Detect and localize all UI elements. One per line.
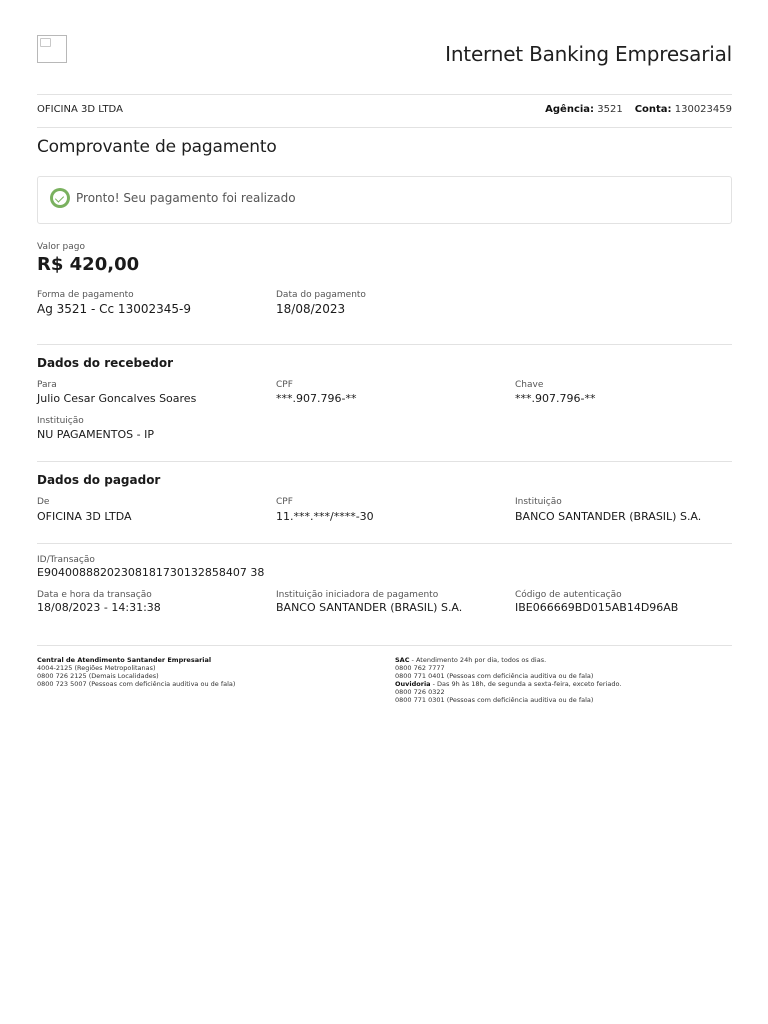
data-pagamento-value: 18/08/2023 [276, 302, 346, 316]
footer-central [37, 656, 235, 688]
success-alert [37, 176, 732, 224]
forma-pagamento-value: Ag 3521 - Cc 13002345-9 [37, 302, 191, 316]
divider [37, 645, 732, 646]
id-transacao-label: ID/Transação [37, 555, 95, 565]
sac-label: SAC [395, 656, 410, 664]
bank-logo-image [37, 35, 67, 63]
ouvidoria-desc: - Das 9h às 18h, de segunda a sexta-feira, exceto feriado. [430, 680, 622, 688]
success-message: Pronto! Seu pagamento foi realizado [76, 191, 296, 205]
valor-pago-value: R$ 420,00 [37, 254, 140, 275]
recebedor-instituicao-value: NU PAGAMENTOS - IP [37, 428, 154, 441]
account-info [545, 104, 732, 115]
iniciadora-label: Instituição iniciadora de pagamento [276, 590, 439, 600]
autenticacao-label: Código de autenticação [515, 590, 622, 600]
divider [37, 344, 732, 345]
app-title: Internet Banking Empresarial [445, 42, 732, 66]
de-value: OFICINA 3D LTDA [37, 510, 132, 523]
company-name: OFICINA 3D LTDA [37, 104, 123, 115]
divider [37, 461, 732, 462]
chave-label: Chave [515, 380, 544, 390]
forma-pagamento-label: Forma de pagamento [37, 290, 134, 300]
conta-label: Conta: [634, 104, 672, 115]
para-value: Julio Cesar Goncalves Soares [37, 392, 197, 405]
sac-phone-2: 0800 771 0401 (Pessoas com deficiência auditiva ou de fala) [395, 672, 594, 680]
pagador-cpf-label: CPF [276, 497, 293, 507]
pagador-cpf-value: 11.***.***/****-30 [276, 510, 374, 523]
page-title: Comprovante de pagamento [37, 137, 277, 157]
recebedor-instituicao-label: Instituição [37, 416, 84, 426]
central-title: Central de Atendimento Santander Empresarial [37, 656, 212, 664]
central-phone-3: 0800 723 5007 (Pessoas com deficiência auditiva ou de fala) [37, 680, 236, 688]
recebedor-section-title: Dados do recebedor [37, 356, 174, 370]
pagador-section-title: Dados do pagador [37, 473, 161, 487]
data-pagamento-label: Data do pagamento [276, 290, 366, 300]
central-phone-1: 4004-2125 (Regiões Metropolitanas) [37, 664, 156, 672]
ouvidoria-phone-1: 0800 726 0322 [395, 688, 445, 696]
ouvidoria-label: Ouvidoria [395, 680, 431, 688]
iniciadora-value: BANCO SANTANDER (BRASIL) S.A. [276, 601, 463, 614]
recebedor-cpf-value: ***.907.796-** [276, 392, 357, 405]
de-label: De [37, 497, 50, 507]
data-hora-value: 18/08/2023 - 14:31:38 [37, 601, 161, 614]
valor-pago-label: Valor pago [37, 242, 85, 252]
central-phone-2: 0800 726 2125 (Demais Localidades) [37, 672, 159, 680]
recebedor-cpf-label: CPF [276, 380, 293, 390]
chave-value: ***.907.796-** [515, 392, 596, 405]
autenticacao-value: IBE066669BD015AB14D96AB [515, 601, 679, 614]
para-label: Para [37, 380, 57, 390]
id-transacao-value: E90400888202308181730132858407 38 [37, 566, 265, 579]
ouvidoria-phone-2: 0800 771 0301 (Pessoas com deficiência auditiva ou de fala) [395, 696, 594, 704]
divider [37, 543, 732, 544]
divider [37, 127, 732, 128]
divider [37, 94, 732, 95]
conta-value: 130023459 [674, 104, 732, 115]
sac-phone-1: 0800 762 7777 [395, 664, 445, 672]
agencia-label: Agência: [545, 104, 595, 115]
sac-desc: - Atendimento 24h por dia, todos os dias. [409, 656, 547, 664]
data-hora-label: Data e hora da transação [37, 590, 152, 600]
check-circle-icon [50, 188, 70, 208]
agencia-value: 3521 [597, 104, 623, 115]
pagador-instituicao-label: Instituição [515, 497, 562, 507]
pagador-instituicao-value: BANCO SANTANDER (BRASIL) S.A. [515, 510, 702, 523]
footer-sac [395, 656, 621, 704]
